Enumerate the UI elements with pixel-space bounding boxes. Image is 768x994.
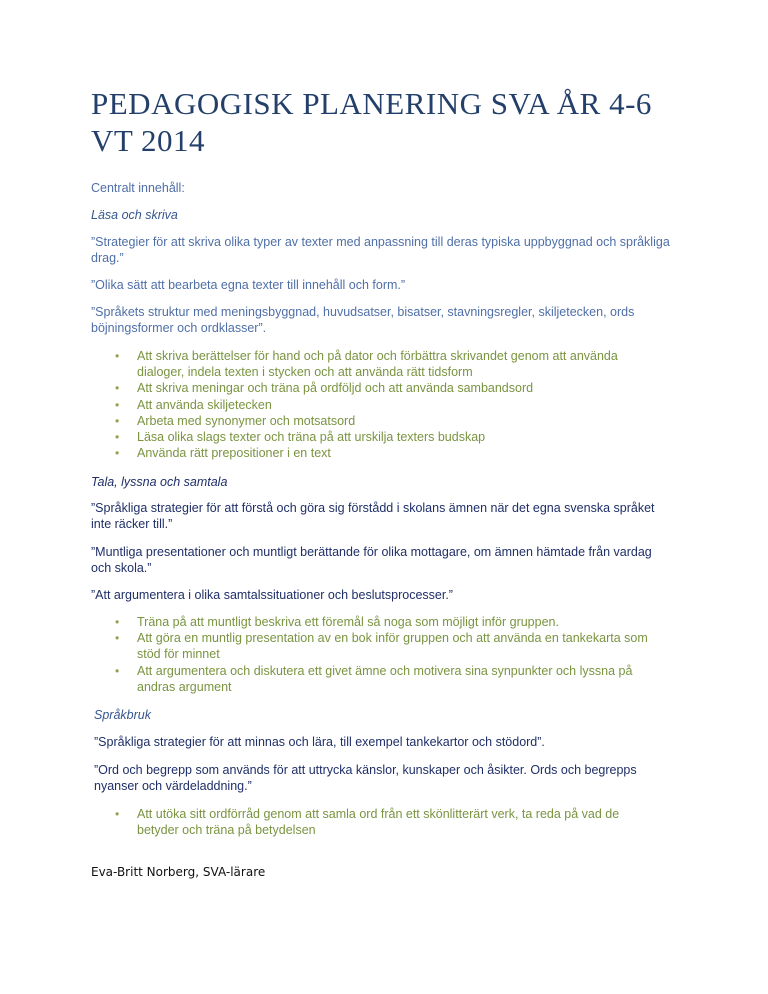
section-heading-speak-listen: Tala, lyssna och samtala xyxy=(91,475,228,489)
bullet-list-speak-listen xyxy=(91,614,661,695)
bullet-icon: • xyxy=(115,397,120,412)
section-heading-language-use: Språkbruk xyxy=(94,708,151,722)
bullet-icon: • xyxy=(115,349,120,363)
list-item: • Träna på att muntligt beskriva ett föremål så noga som möjligt inför gruppen. xyxy=(115,615,559,629)
section-heading-read-write: Läsa och skriva xyxy=(91,208,178,222)
bullet-icon: • xyxy=(115,615,120,629)
list-item: • Använda rätt prepositioner i en text xyxy=(115,446,331,461)
central-content-label: Centralt innehåll: xyxy=(91,181,185,195)
quote-paragraph: ”Muntliga presentationer och muntligt berättande för olika mottagare, om ämnen hämtade från vardag och skola.” xyxy=(91,545,652,575)
bullet-icon: • xyxy=(115,381,120,396)
bullet-list-language-use xyxy=(91,806,661,838)
list-item: • Att använda skiljetecken xyxy=(115,397,272,412)
quote-paragraph: ”Språkliga strategier för att minnas och lära, till exempel tankekartor och stödord”. xyxy=(94,735,545,749)
list-item: • Att göra en muntlig presentation av en bok inför gruppen och att använda en tankekarta som stöd för minnet xyxy=(115,631,648,662)
footer-author: Eva-Britt Norberg, SVA-lärare xyxy=(91,865,266,879)
title-line-2: VT 2014 xyxy=(91,123,206,158)
list-item: • Att argumentera och diskutera ett givet ämne och motivera sina synpunkter och lyssna på andras argument xyxy=(115,663,633,694)
bullet-icon: • xyxy=(115,631,120,646)
list-item: • Att skriva meningar och träna på ordföljd och att använda sambandsord xyxy=(115,381,534,396)
quote-paragraph: ”Olika sätt att bearbeta egna texter till innehåll och form.” xyxy=(91,278,406,292)
bullet-icon: • xyxy=(115,663,120,678)
list-item: • Att utöka sitt ordförråd genom att samla ord från ett skönlitterärt verk, ta reda på vad de betyder och träna på betydelsen xyxy=(115,807,620,838)
bullet-icon: • xyxy=(115,807,120,821)
quote-paragraph: ”Att argumentera i olika samtalssituationer och beslutsprocesser.” xyxy=(91,588,453,602)
list-item: • Att skriva berättelser för hand och på dator och förbättra skrivandet genom att använda dialoger, indela texten i stycken och att använda rätt tidsform xyxy=(115,349,618,380)
quote-paragraph: ”Språkliga strategier för att förstå och göra sig förstådd i skolans ämnen när det egna svenska språket inte räcker till.” xyxy=(91,501,655,531)
list-item: • Läsa olika slags texter och träna på att urskilja texters budskap xyxy=(115,430,486,445)
list-item: • Arbeta med synonymer och motsatsord xyxy=(115,413,356,428)
quote-paragraph: ”Strategier för att skriva olika typer av texter med anpassning till deras typiska uppbyggnad och språkliga drag.” xyxy=(91,235,670,265)
page-title xyxy=(91,85,691,159)
title-line-1: PEDAGOGISK PLANERING SVA ÅR 4-6 xyxy=(91,86,652,121)
bullet-list-read-write xyxy=(91,348,661,461)
quote-paragraph: ”Ord och begrepp som används för att uttrycka känslor, kunskaper och åsikter. Ords och begrepps nyanser och värdeladdning.” xyxy=(94,763,637,793)
quote-paragraph: ”Språkets struktur med meningsbyggnad, huvudsatser, bisatser, stavningsregler, skiljetecken, ords böjningsformer och ordklasser”. xyxy=(91,305,635,335)
bullet-icon: • xyxy=(115,413,120,428)
bullet-icon: • xyxy=(115,446,120,461)
bullet-icon: • xyxy=(115,430,120,445)
